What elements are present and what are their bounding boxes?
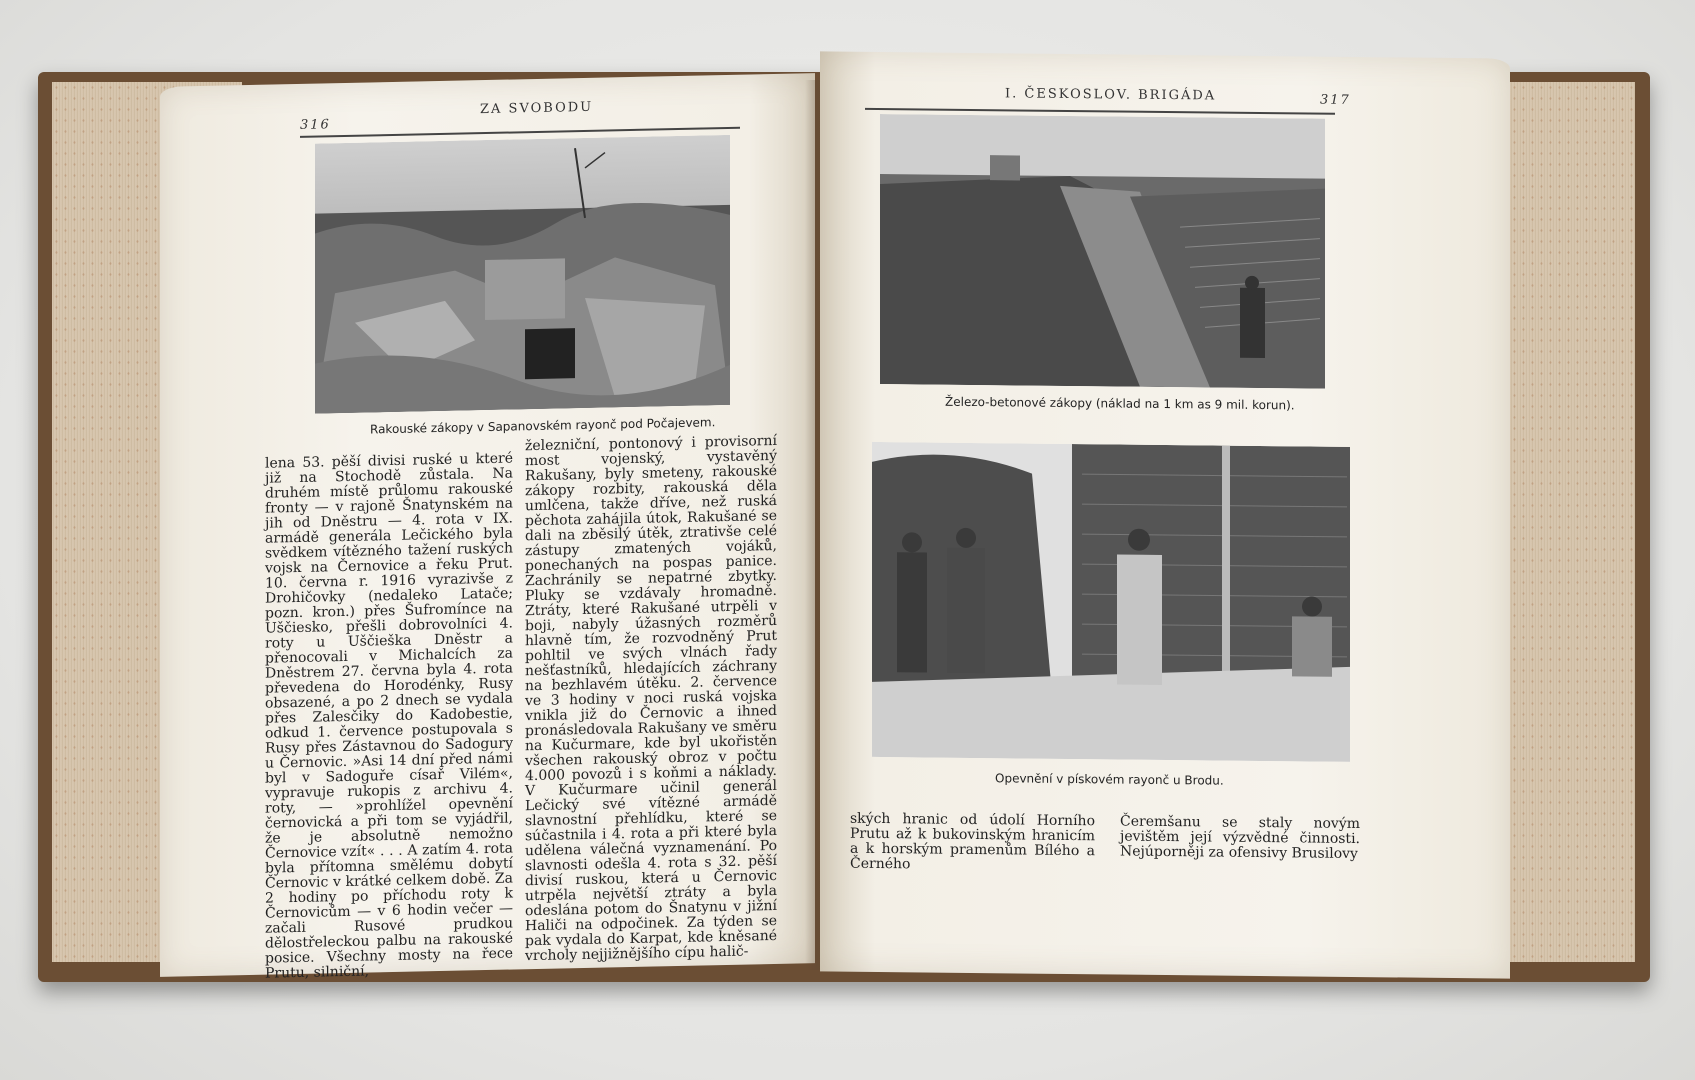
right-column-1-text: ských hranic od údolí Horního Prutu až k bukovinským hranicím a k horským pramenům Bílého a Černého	[850, 810, 1095, 873]
right-column-2-text: Čeremšanu se staly novým jevištěm její výzvědné činnosti. Nejúporněji za ofensivy Brusilovy	[1120, 813, 1360, 863]
concrete-trench-photo-image	[880, 114, 1325, 389]
right-photo1-caption: Železo-betonové zákopy (náklad na 1 km as 9 mil. korun).	[945, 394, 1295, 413]
right-running-head: I. ČESKOSLOV. BRIGÁDA	[1005, 86, 1217, 104]
sand-fortification-photo-image	[872, 442, 1350, 762]
right-concrete-trench-photo	[880, 114, 1325, 389]
left-running-head: ZA SVOBODU	[480, 99, 594, 118]
left-trench-photo	[315, 135, 730, 414]
right-page	[820, 51, 1510, 978]
right-page-number: 317	[1320, 92, 1351, 108]
left-column-1	[265, 451, 513, 981]
right-column-1	[850, 812, 1095, 875]
left-column-1-text: lena 53. pěší divisi ruské u které již na Stochodě zůstala. Na druhém místě průlomu rakouské fronty — v rajoně Šnatynském na jih od Dněstru — 4. rota v IX. armádě generála Lečického byla svědkem vítězného tažení ruských vojsk na Černovice a řeku Prut. 10. června r. 1916 vyrazivše z Drohičovky (nedaleko Latače; pozn. kron.) přes Šufromínce na Uščiesko, přešli dobrovolníci 4. roty u Uščieška Dněstr a přenocovali v Michalcích za Dněstrem 27. června byla 4. rota převedena do Horodénky, Rusy obsazené, a po 2 dnech se vydala přes Zalesčiky do Kadobestie, odkud 1. července postupovala s Rusy přes Zástavnou do Sadogury u Černovic. »Asi 14 dní před námi byl v Sadoguře císař Vilém«, vypravuje rukopis z archivu 4. roty, — »prohlížel opevnění černovická a při tom se vyjádřil, že je absolutně nemožno Černovice vzít« . . . A zatím 4. rota byla přítomna smělému dobytí Černovic v krátké celkem době. Za 2 hodiny po příchodu roty k Černovicům — v 6 hodin večer — začali Rusové prudkou dělostřeleckou palbu na rakouské posice. Všechny mosty na řece Prutu, silniční,	[265, 450, 513, 982]
trench-photo-image	[315, 135, 730, 414]
right-photo2-caption: Opevnění v pískovém rayonč u Brodu.	[995, 771, 1224, 788]
left-photo-caption: Rakouské zákopy v Sapanovském rayonč pod Počajevem.	[370, 415, 716, 437]
left-column-2	[525, 434, 777, 964]
right-column-2	[1120, 815, 1360, 863]
left-page	[160, 73, 815, 982]
left-page-number: 316	[300, 117, 331, 133]
left-column-2-text: železniční, pontonový i provisorní most vojenský, vystavěný Rakušany, byly smeteny, rakouské zákopy rozbity, rakouská děla umlčena, takže dříve, než ruská pěchota zahájila útok, Rakušané se dali na zběsilý útěk, ztrativše celé zástupy zmatených vojáků, ponechaných na pospas panice. Zachránily se nepatrné zbytky. Pluky se vzdávaly hromadně. Ztráty, které Rakušané utrpěli v boji, nabyly úžasných rozměrů hlavně tím, že rozvodněný Prut pohltil ve svých vlnách řady nešťastníků, hledajících záchrany na bezhlavém útěku. 2. července ve 3 hodiny v noci ruská vojska vnikla již do Černovic a ihned pronásledovala Rakušany ve směru na Kučurmare, kde byl ukořistěn všechen rakouský obroz v počtu 4.000 povozů i s koňmi a náklady. V Kučurmare učinil generál Lečický své vítězné armádě slavnostní přehlídku, které se súčastnila i 4. rota a při které byla udělena válečná vyznamenání. Po slavnosti odešla 4. rota s 32. pěší divisí ruskou, která u Černovic utrpěla největší ztráty a byla odeslána potom do Šnatynu v jižní Haliči na odpočinek. Za týden se pak vydala do Karpat, kde kněsané vrcholy nejjižnějšího cípu halič-	[525, 432, 777, 965]
right-sand-fortification-photo	[872, 442, 1350, 762]
